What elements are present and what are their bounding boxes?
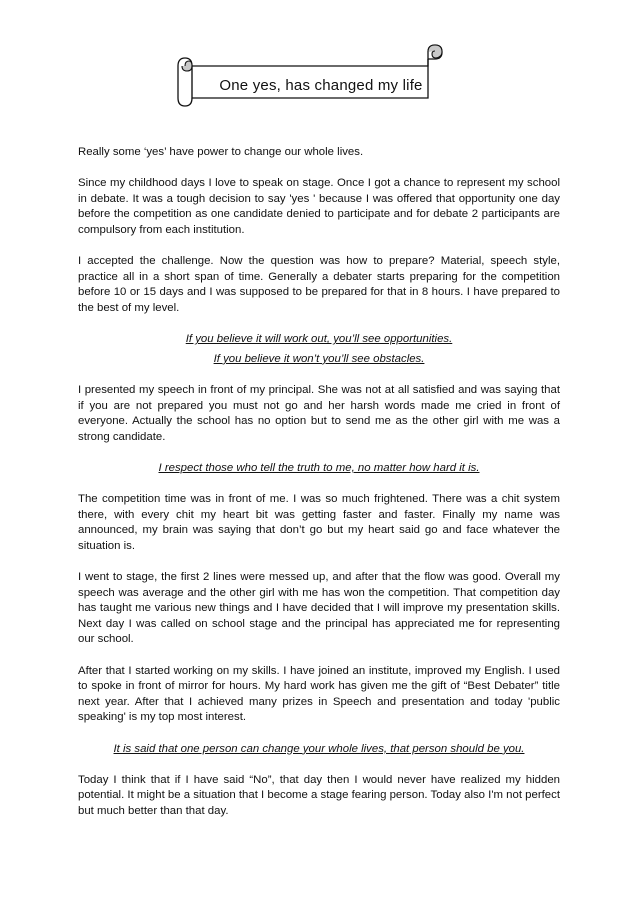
quote: If you believe it won’t you’ll see obstacles. xyxy=(213,352,425,365)
quote: It is said that one person can change your whole lives, that person should be you. xyxy=(113,742,525,755)
paragraph: I went to stage, the first 2 lines were messed up, and after that the flow was good. Overall my speech was average and the other girl with me has won the competition. That competition day has taught me various new things and I have decided that I will improve my presentation skills. Next day I was called on school stage and the principal has appreciated me for representing our school. xyxy=(78,571,560,646)
paragraph: Really some ‘yes’ have power to change our whole lives. xyxy=(78,146,364,158)
title-scroll-banner xyxy=(170,42,450,112)
paragraph: The competition time was in front of me. I was so much frightened. There was a chit system there, with every chit my heart bit was getting faster and faster. Finally my name was announced, my brain was saying that don’t go but my heart said go and face whatever the situation is. xyxy=(78,493,560,552)
paragraph: I presented my speech in front of my principal. She was not at all satisfied and was saying that if you are not prepared you must not go and her harsh words made me cried in front of everyone. Actually the school has no option but to send me as the other girl with me was a strong candidate. xyxy=(78,383,560,443)
paragraph: Since my childhood days I love to speak on stage. Once I got a chance to represent my school in debate. It was a tough decision to say 'yes ' because I was offered that opportunity one day before the competition as one candidate denied to participate and for debate 2 participants are compulsory from each institution. xyxy=(78,177,560,236)
quote: I respect those who tell the truth to me, no matter how hard it is. xyxy=(158,461,480,474)
paragraph: Today I think that if I have said “No”, that day then I would never have realized my hidden potential. It might be a situation that I become a stage fearing person. Today also I'm not perfect but much better than that day. xyxy=(78,773,560,817)
page-title: One yes, has changed my life xyxy=(219,77,423,94)
paragraph: I accepted the challenge. Now the question was how to prepare? Material, speech style, practice all in a short span of time. Generally a debater starts preparing for the competition before 10 or 15 days and I was supposed to be prepared for that in 8 hours. I have prepared to the best of my level. xyxy=(78,255,560,314)
document-body xyxy=(78,145,560,835)
quote: If you believe it will work out, you’ll see opportunities. xyxy=(185,333,453,346)
paragraph: After that I started working on my skills. I have joined an institute, improved my English. I used to spoke in front of mirror for hours. My hard work has given me the gift of “Best Debater” title next year. After that I achieved many prizes in Speech and presentation and today 'public speaking' is my top most interest. xyxy=(78,664,560,724)
